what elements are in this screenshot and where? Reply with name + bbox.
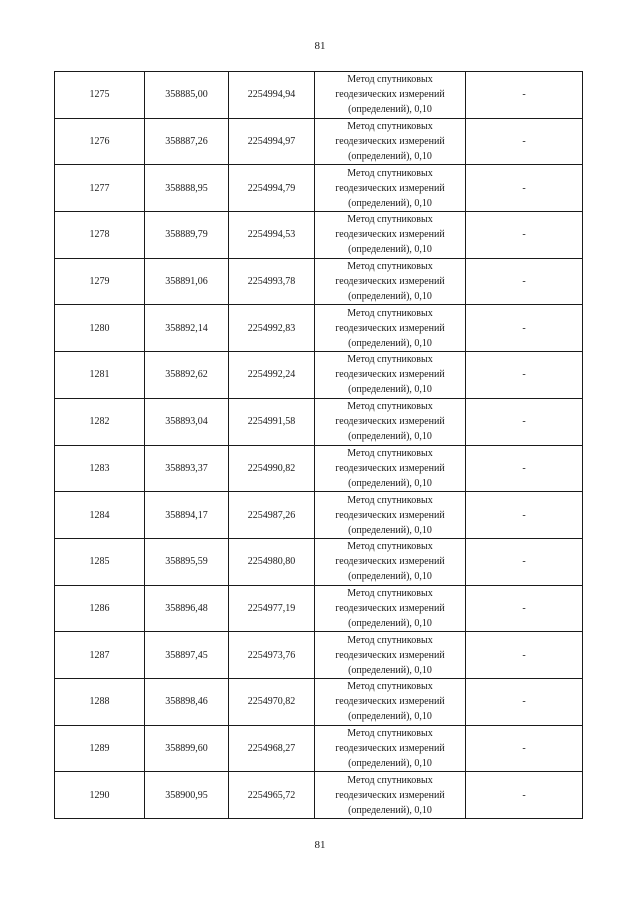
coordinates-table-body (55, 72, 583, 819)
method-cell (315, 118, 466, 165)
point-number-cell: 1289 (55, 725, 145, 772)
method-cell (315, 678, 466, 725)
method-line: Метод спутниковых (347, 167, 433, 179)
method-line: Метод спутниковых (347, 354, 433, 366)
method-line: (определений), 0,10 (348, 617, 432, 629)
note-cell: - (466, 725, 583, 772)
method-line: геодезических измерений (335, 696, 445, 708)
method-line: (определений), 0,10 (348, 477, 432, 489)
x-coordinate-cell: 358888,95 (145, 165, 229, 212)
y-coordinate-cell: 2254980,80 (229, 538, 315, 585)
method-line: Метод спутниковых (347, 401, 433, 413)
x-coordinate-cell: 358893,37 (145, 445, 229, 492)
table-row (55, 165, 583, 212)
y-coordinate-cell: 2254968,27 (229, 725, 315, 772)
method-line: (определений), 0,10 (348, 664, 432, 676)
note-cell: - (466, 118, 583, 165)
y-coordinate-cell: 2254994,94 (229, 72, 315, 119)
method-line: Метод спутниковых (347, 447, 433, 459)
point-number-cell: 1288 (55, 678, 145, 725)
method-line: (определений), 0,10 (348, 804, 432, 816)
point-number-cell: 1284 (55, 492, 145, 539)
method-cell (315, 585, 466, 632)
method-line: (определений), 0,10 (348, 524, 432, 536)
y-coordinate-cell: 2254987,26 (229, 492, 315, 539)
method-line: (определений), 0,10 (348, 337, 432, 349)
point-number-cell: 1275 (55, 72, 145, 119)
table-row (55, 632, 583, 679)
method-line: Метод спутниковых (347, 214, 433, 226)
note-cell: - (466, 72, 583, 119)
point-number-cell: 1286 (55, 585, 145, 632)
method-cell (315, 258, 466, 305)
y-coordinate-cell: 2254994,53 (229, 212, 315, 259)
table-row (55, 585, 583, 632)
y-coordinate-cell: 2254990,82 (229, 445, 315, 492)
point-number-cell: 1279 (55, 258, 145, 305)
x-coordinate-cell: 358891,06 (145, 258, 229, 305)
point-number-cell: 1283 (55, 445, 145, 492)
method-line: геодезических измерений (335, 602, 445, 614)
method-line: (определений), 0,10 (348, 757, 432, 769)
point-number-cell: 1276 (55, 118, 145, 165)
point-number-cell: 1280 (55, 305, 145, 352)
method-line: Метод спутниковых (347, 727, 433, 739)
method-cell (315, 212, 466, 259)
method-line: геодезических измерений (335, 182, 445, 194)
note-cell: - (466, 352, 583, 399)
table-row (55, 725, 583, 772)
method-line: Метод спутниковых (347, 541, 433, 553)
y-coordinate-cell: 2254991,58 (229, 398, 315, 445)
table-row (55, 118, 583, 165)
table-row (55, 772, 583, 819)
x-coordinate-cell: 358894,17 (145, 492, 229, 539)
note-cell: - (466, 678, 583, 725)
table-row (55, 212, 583, 259)
y-coordinate-cell: 2254973,76 (229, 632, 315, 679)
note-cell: - (466, 585, 583, 632)
x-coordinate-cell: 358893,04 (145, 398, 229, 445)
y-coordinate-cell: 2254994,79 (229, 165, 315, 212)
note-cell: - (466, 212, 583, 259)
method-cell (315, 398, 466, 445)
method-line: Метод спутниковых (347, 307, 433, 319)
method-cell (315, 72, 466, 119)
table-row (55, 305, 583, 352)
method-line: (определений), 0,10 (348, 384, 432, 396)
point-number-cell: 1277 (55, 165, 145, 212)
table-row (55, 678, 583, 725)
method-line: (определений), 0,10 (348, 571, 432, 583)
method-cell (315, 632, 466, 679)
coordinates-table (54, 71, 583, 819)
method-cell (315, 772, 466, 819)
y-coordinate-cell: 2254994,97 (229, 118, 315, 165)
x-coordinate-cell: 358887,26 (145, 118, 229, 165)
method-line: (определений), 0,10 (348, 431, 432, 443)
method-line: Метод спутниковых (347, 587, 433, 599)
x-coordinate-cell: 358885,00 (145, 72, 229, 119)
x-coordinate-cell: 358897,45 (145, 632, 229, 679)
x-coordinate-cell: 358892,62 (145, 352, 229, 399)
method-line: (определений), 0,10 (348, 151, 432, 163)
y-coordinate-cell: 2254992,24 (229, 352, 315, 399)
y-coordinate-cell: 2254993,78 (229, 258, 315, 305)
point-number-cell: 1287 (55, 632, 145, 679)
table-row (55, 492, 583, 539)
method-line: Метод спутниковых (347, 121, 433, 133)
method-line: геодезических измерений (335, 322, 445, 334)
method-line: Метод спутниковых (347, 774, 433, 786)
method-cell (315, 538, 466, 585)
method-cell (315, 305, 466, 352)
table-row (55, 72, 583, 119)
method-line: (определений), 0,10 (348, 244, 432, 256)
x-coordinate-cell: 358900,95 (145, 772, 229, 819)
note-cell: - (466, 492, 583, 539)
point-number-cell: 1285 (55, 538, 145, 585)
method-cell (315, 352, 466, 399)
note-cell: - (466, 305, 583, 352)
note-cell: - (466, 632, 583, 679)
method-line: геодезических измерений (335, 462, 445, 474)
method-line: геодезических измерений (335, 416, 445, 428)
x-coordinate-cell: 358899,60 (145, 725, 229, 772)
method-line: геодезических измерений (335, 276, 445, 288)
method-line: (определений), 0,10 (348, 291, 432, 303)
method-line: геодезических измерений (335, 136, 445, 148)
note-cell: - (466, 258, 583, 305)
method-line: Метод спутниковых (347, 681, 433, 693)
method-cell (315, 165, 466, 212)
method-line: геодезических измерений (335, 556, 445, 568)
method-line: геодезических измерений (335, 742, 445, 754)
method-line: (определений), 0,10 (348, 711, 432, 723)
page-number-bottom: 81 (314, 839, 326, 851)
note-cell: - (466, 538, 583, 585)
method-line: Метод спутниковых (347, 634, 433, 646)
method-line: геодезических измерений (335, 649, 445, 661)
note-cell: - (466, 398, 583, 445)
method-cell (315, 725, 466, 772)
method-line: Метод спутниковых (347, 494, 433, 506)
x-coordinate-cell: 358892,14 (145, 305, 229, 352)
method-cell (315, 445, 466, 492)
table-row (55, 445, 583, 492)
note-cell: - (466, 165, 583, 212)
point-number-cell: 1290 (55, 772, 145, 819)
method-line: (определений), 0,10 (348, 104, 432, 116)
table-row (55, 352, 583, 399)
method-cell (315, 492, 466, 539)
method-line: Метод спутниковых (347, 261, 433, 273)
y-coordinate-cell: 2254977,19 (229, 585, 315, 632)
table-row (55, 258, 583, 305)
y-coordinate-cell: 2254992,83 (229, 305, 315, 352)
y-coordinate-cell: 2254970,82 (229, 678, 315, 725)
note-cell: - (466, 772, 583, 819)
x-coordinate-cell: 358896,48 (145, 585, 229, 632)
note-cell: - (466, 445, 583, 492)
method-line: геодезических измерений (335, 789, 445, 801)
method-line: геодезических измерений (335, 89, 445, 101)
table-row (55, 538, 583, 585)
point-number-cell: 1278 (55, 212, 145, 259)
x-coordinate-cell: 358898,46 (145, 678, 229, 725)
page-number-top: 81 (314, 40, 326, 52)
method-line: Метод спутниковых (347, 74, 433, 86)
method-line: геодезических измерений (335, 229, 445, 241)
point-number-cell: 1281 (55, 352, 145, 399)
method-line: геодезических измерений (335, 509, 445, 521)
y-coordinate-cell: 2254965,72 (229, 772, 315, 819)
point-number-cell: 1282 (55, 398, 145, 445)
method-line: (определений), 0,10 (348, 197, 432, 209)
x-coordinate-cell: 358889,79 (145, 212, 229, 259)
method-line: геодезических измерений (335, 369, 445, 381)
x-coordinate-cell: 358895,59 (145, 538, 229, 585)
table-row (55, 398, 583, 445)
